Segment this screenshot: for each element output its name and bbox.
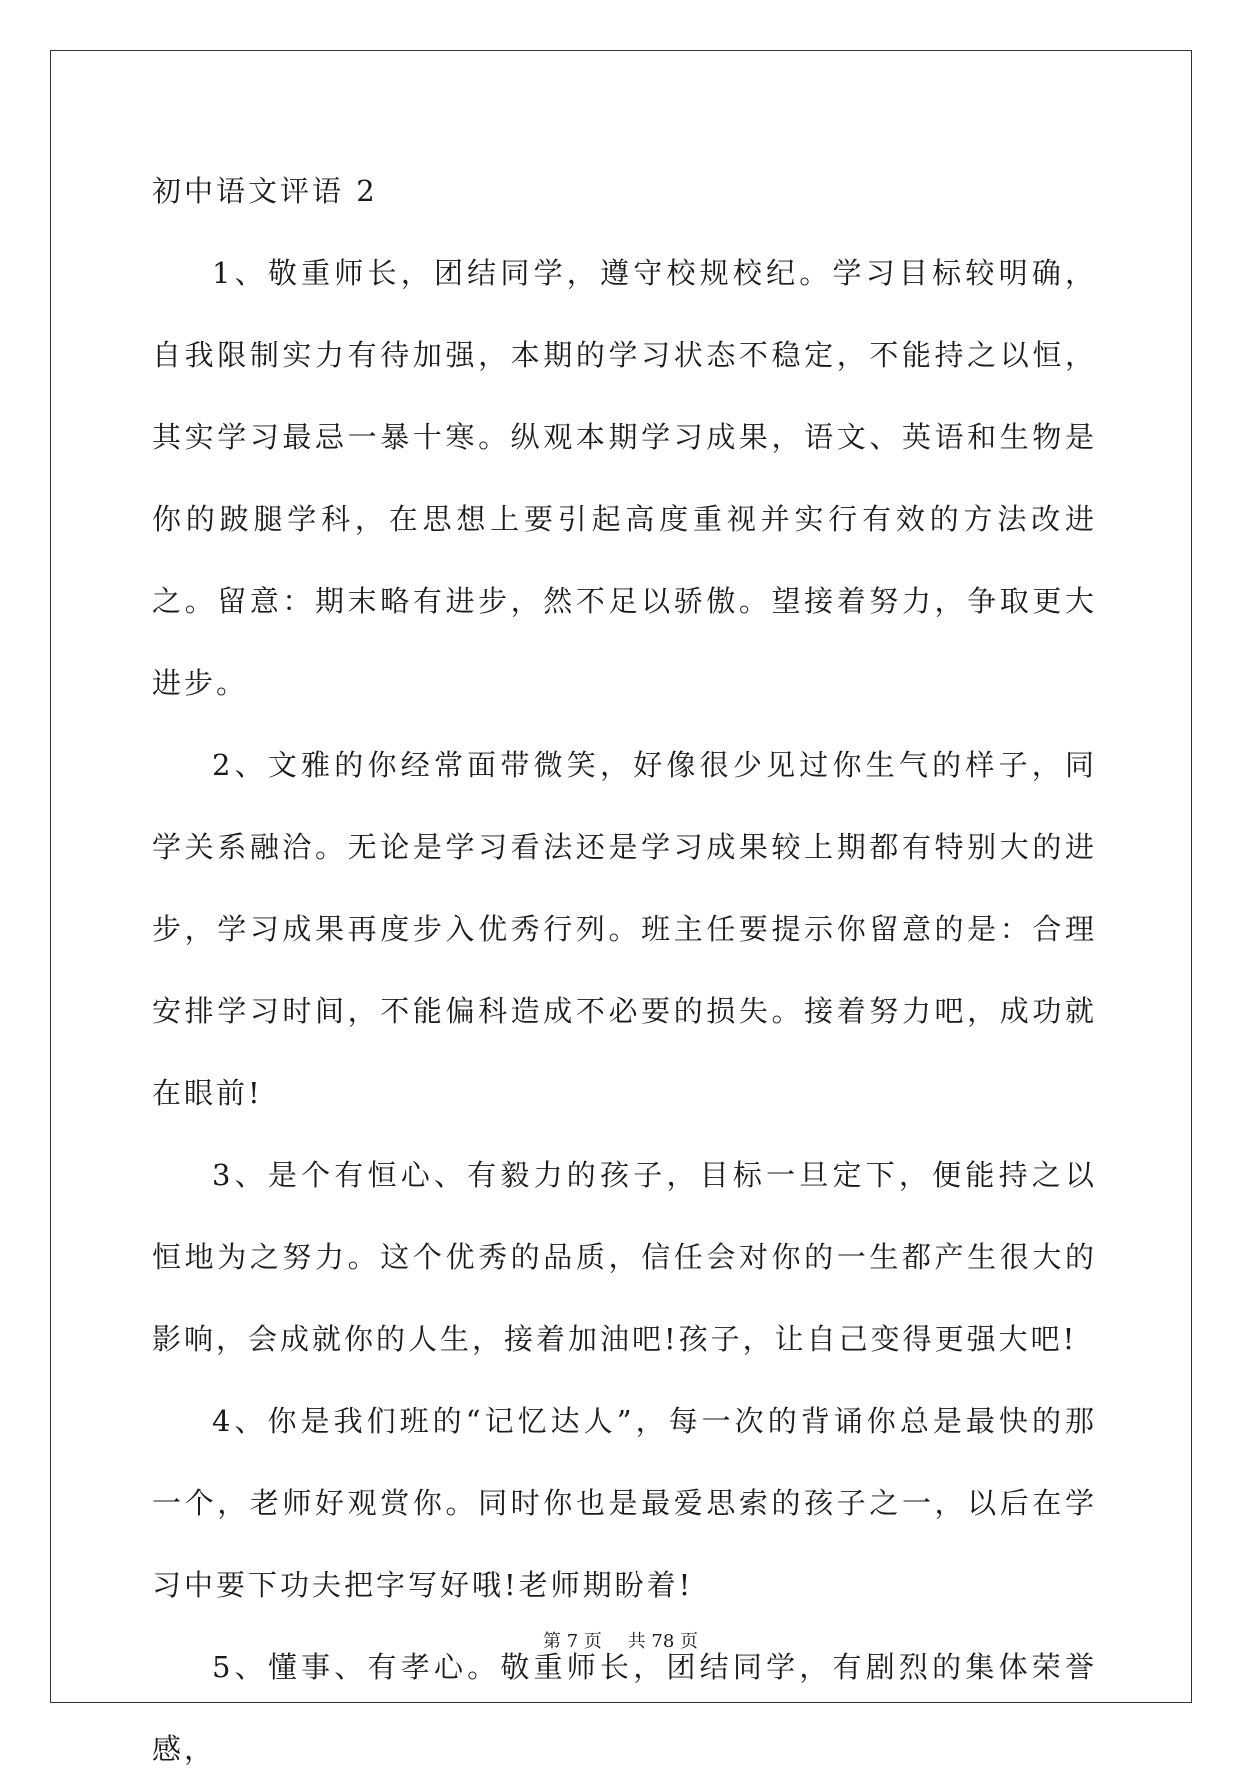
page-footer bbox=[0, 1627, 1241, 1653]
page-total: 共 78 页 bbox=[627, 1631, 698, 1652]
document-body bbox=[152, 150, 1097, 1790]
paragraph-4: 4、你是我们班的“记忆达人”，每一次的背诵你总是最快的那一个，老师好观赏你。同时你也是最爱思索的孩子之一，以后在学习中要下功夫把字写好哦!老师期盼着! bbox=[152, 1404, 1097, 1602]
paragraph-2: 2、文雅的你经常面带微笑，好像很少见过你生气的样子，同学关系融洽。无论是学习看法还是学习成果较上期都有特别大的进步，学习成果再度步入优秀行列。班主任要提示你留意的是：合理安排学习时间，不能偏科造成不必要的损失。接着努力吧，成功就在眼前! bbox=[152, 748, 1097, 1110]
paragraph-1: 1、敬重师长，团结同学，遵守校规校纪。学习目标较明确，自我限制实力有待加强，本期的学习状态不稳定，不能持之以恒，其实学习最忌一暴十寒。纵观本期学习成果，语文、英语和生物是你的跛腿学科，在思想上要引起高度重视并实行有效的方法改进之。留意：期末略有进步，然不足以骄傲。望接着努力，争取更大进步。 bbox=[152, 256, 1097, 700]
document-title: 初中语文评语 2 bbox=[152, 174, 378, 208]
page-number: 第 7 页 bbox=[543, 1631, 602, 1652]
paragraph-3: 3、是个有恒心、有毅力的孩子，目标一旦定下，便能持之以恒地为之努力。这个优秀的品质，信任会对你的一生都产生很大的影响，会成就你的人生，接着加油吧!孩子，让自己变得更强大吧! bbox=[152, 1158, 1097, 1356]
paragraph-5: 5、懂事、有孝心。敬重师长，团结同学，有剧烈的集体荣誉感， bbox=[152, 1650, 1097, 1766]
